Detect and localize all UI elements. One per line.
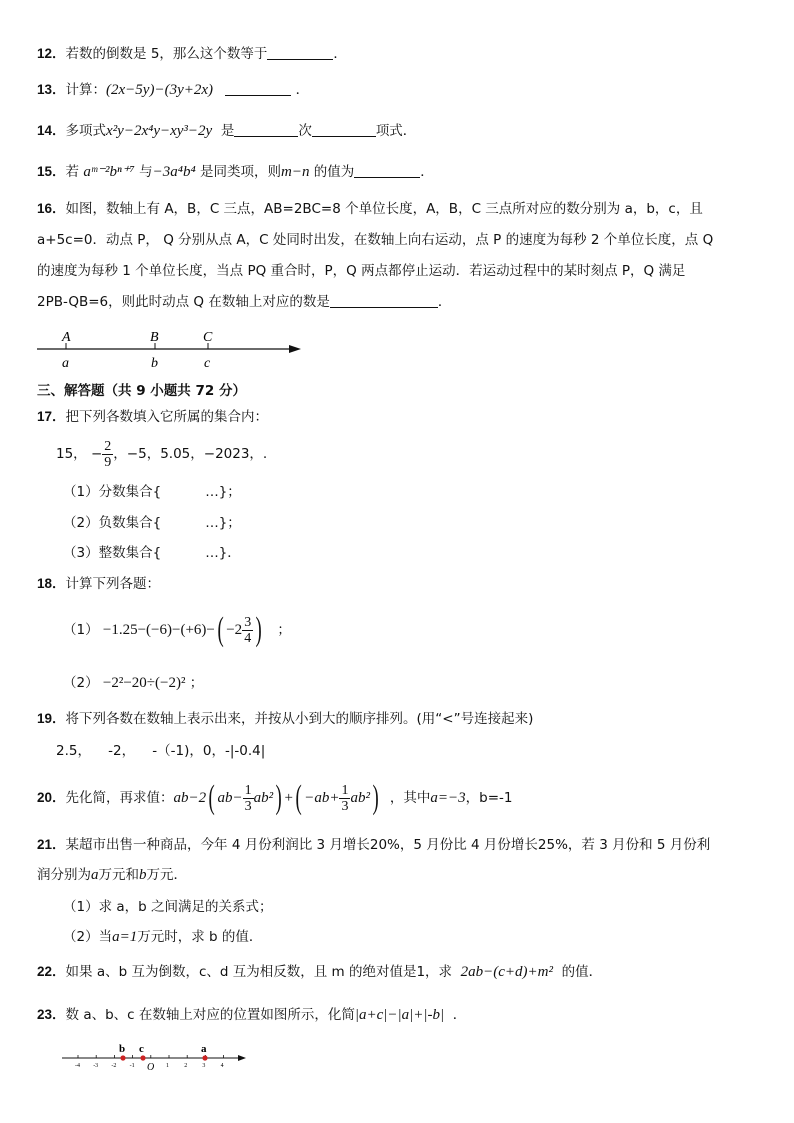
label-C: C [203, 330, 213, 345]
tick-label-3: 3 [202, 1063, 206, 1069]
question-number: 19． [37, 711, 66, 726]
question-21-line-1 [37, 835, 710, 855]
question-13 [37, 80, 309, 100]
question-number: 17． [37, 409, 66, 424]
label-c: c [139, 1043, 144, 1055]
question-18 [37, 574, 160, 594]
right-paren: ) [372, 779, 379, 816]
denominator: 3 [244, 798, 252, 814]
arrow-right-icon [238, 1055, 246, 1061]
number-item: 15， [56, 446, 87, 462]
label-a: a [62, 356, 69, 371]
math-expression: a=−3 [430, 790, 466, 806]
question-text: 是 [220, 123, 235, 139]
number-line-figure [37, 326, 307, 374]
question-23 [37, 1005, 466, 1025]
arrow-right-icon [289, 345, 301, 353]
label-b: b [151, 356, 158, 371]
set-integer [63, 543, 241, 563]
math-expression: (2x−5y)−(3y+2x) [106, 82, 214, 98]
part-text: （1）求 a，b 之间满足的关系式； [63, 899, 273, 915]
question-16-line-2 [37, 230, 713, 250]
question-text: 将下列各数在数轴上表示出来，并按从小到大的顺序排列。(用“<”号连接起来) [65, 711, 534, 727]
punct: ． [333, 46, 347, 62]
question-text: 是同类项，则 [200, 164, 282, 180]
question-number: 20． [37, 790, 66, 805]
label-b: b [119, 1043, 126, 1055]
math-expression: ab² [253, 790, 274, 806]
question-text: ，其中 [389, 790, 431, 806]
answer-blank[interactable] [312, 122, 376, 137]
tick-label--3: -3 [93, 1063, 99, 1069]
number-item: ，−5，5.05，−2023，. [113, 446, 268, 462]
math-expression: aᵐ⁻²bⁿ⁺⁷ [83, 164, 135, 180]
question-text: 的值． [561, 964, 603, 980]
question-number: 12． [37, 46, 66, 61]
denominator: 4 [244, 630, 252, 646]
math-var: b [139, 867, 147, 883]
number-list: 2.5， -2， -（-1)，0，-|-0.4| [56, 743, 266, 759]
right-paren: ) [255, 611, 262, 648]
question-15 [37, 162, 434, 182]
question-text: 润分别为 [37, 867, 91, 883]
question-text: ，b=-1 [465, 790, 513, 806]
math-expression: x²y−2x⁴y−xy³−2y [106, 123, 213, 139]
label-origin: O [147, 1062, 155, 1072]
question-text: 2PB-QB=6，则此时动点 Q 在数轴上对应的数是 [37, 294, 330, 310]
math-expression: −ab+ [304, 790, 340, 806]
question-text: 的速度为每秒 1 个单位长度，当点 PQ 重合时，P，Q 两点都停止运动．若运动过程中的某时刻点 P，Q 满足 [37, 263, 686, 279]
tick-label-2: 2 [184, 1063, 188, 1069]
denominator: 9 [104, 454, 112, 470]
plus-sign: + [284, 790, 293, 806]
question-number: 13． [37, 82, 66, 97]
math-expression: −3a⁴b⁴ [152, 164, 196, 180]
question-text: 若 [65, 164, 80, 180]
question-14 [37, 121, 416, 141]
math-expression: 2ab−(c+d)+m² [460, 964, 553, 980]
math-var: a [91, 867, 99, 883]
tick-label--2: -2 [111, 1063, 117, 1069]
answer-blank[interactable] [330, 293, 438, 308]
question-number: 15． [37, 164, 66, 179]
question-21-part-2 [63, 927, 262, 947]
set-fraction [63, 482, 241, 502]
question-22 [37, 962, 602, 982]
point-b [120, 1055, 125, 1060]
question-text: 某超市出售一种商品，今年 4 月份利润比 3 月增长20%，5 月份比 4 月份增长25%，若 3 月份和 5 月份利 [65, 837, 711, 853]
mixed-whole: −2 [226, 622, 243, 638]
question-text: 次 [298, 123, 312, 139]
question-21-line-2 [37, 865, 187, 885]
fraction [102, 439, 113, 470]
question-18-part-2 [63, 673, 203, 693]
question-text: 项式． [375, 123, 417, 139]
question-20 [37, 780, 513, 816]
left-paren: ( [217, 611, 224, 648]
math-expression: ab−2 [173, 790, 207, 806]
tick-label-4: 4 [220, 1063, 224, 1069]
question-number: 22． [37, 964, 66, 979]
fraction [243, 783, 254, 814]
question-text: 把下列各数填入它所属的集合内： [65, 409, 269, 425]
math-expression: −2²−20÷(−2)² [102, 675, 186, 691]
math-expression: m−n [281, 164, 310, 180]
question-number: 21． [37, 837, 66, 852]
number-line-figure-2 [60, 1040, 250, 1072]
left-paren: ( [208, 779, 215, 816]
part-label: （2） [63, 675, 99, 691]
set-label: （1）分数集合{ [63, 484, 162, 500]
point-c [140, 1055, 145, 1060]
punct: ． [452, 1007, 467, 1023]
question-text: 万元． [146, 867, 187, 883]
part-text: 万元时，求 b 的值． [137, 929, 263, 945]
question-number: 14． [37, 123, 66, 138]
question-text: 的值为 [313, 164, 355, 180]
question-number: 23． [37, 1007, 66, 1022]
numerator: 1 [244, 782, 252, 798]
question-16-line-4 [37, 292, 451, 312]
question-text: 如图，数轴上有 A，B，C 三点，AB=2BC=8 个单位长度，A，B，C 三点所对应的数分别为 a，b，c，且 [65, 201, 703, 217]
math-expression: a=1 [112, 929, 138, 945]
punct: ． [437, 294, 452, 310]
part-text: （2）当 [63, 929, 113, 945]
question-18-part-1 [63, 612, 291, 648]
right-paren: ) [275, 779, 282, 816]
question-19-numbers [56, 741, 265, 761]
left-paren: ( [295, 779, 302, 816]
question-text: 先化简，再求值： [65, 790, 174, 806]
punct: ． [295, 82, 310, 98]
tick-label--1: -1 [129, 1063, 135, 1069]
question-21-part-1 [63, 897, 273, 917]
set-label: （3）整数集合{ [63, 545, 162, 561]
question-number: 18． [37, 576, 66, 591]
numerator: 1 [341, 782, 349, 798]
question-17 [37, 407, 268, 427]
label-a: a [201, 1043, 207, 1055]
set-end: …}； [205, 515, 241, 531]
punct: ； [189, 675, 204, 691]
set-label: （2）负数集合{ [63, 515, 162, 531]
math-expression: −1.25−(−6)−(+6)− [102, 622, 215, 638]
denominator: 3 [341, 798, 349, 814]
set-negative [63, 513, 241, 533]
label-B: B [150, 330, 159, 345]
minus-sign: − [90, 446, 103, 462]
part-label: （1） [63, 622, 99, 638]
fraction [339, 783, 350, 814]
tick-label--4: -4 [75, 1063, 80, 1069]
set-end: …}； [205, 484, 241, 500]
math-expression: ab² [350, 790, 370, 806]
question-text: 计算下列各题： [65, 576, 161, 592]
question-text: 万元和 [98, 867, 139, 883]
answer-blank[interactable] [234, 122, 298, 137]
numerator: 2 [104, 438, 112, 454]
question-text: a+5c=0．动点 P， Q 分别从点 A，C 处同时出发，在数轴上向右运动，点 P 的速度为每秒 2 个单位长度，点 Q [37, 232, 714, 248]
punct: ． [420, 164, 434, 180]
math-expression: ab− [217, 790, 243, 806]
question-text: 与 [139, 164, 153, 180]
question-number: 16． [37, 201, 66, 216]
question-text: 如果 a、b 互为倒数，c、d 互为相反数，且 m 的绝对值是1，求 [65, 964, 453, 980]
math-expression: |a+c|−|a|+|-b| [354, 1007, 445, 1023]
point-a [202, 1055, 207, 1060]
tick-label-1: 1 [166, 1063, 169, 1069]
punct: ； [277, 622, 291, 638]
answer-blank[interactable] [225, 81, 291, 96]
answer-blank[interactable] [267, 45, 333, 60]
fraction [242, 615, 253, 646]
question-text: 多项式 [65, 123, 107, 139]
question-16-line-1 [37, 199, 703, 219]
question-text: 计算： [65, 82, 107, 98]
section-heading: 三、解答题（共 9 小题共 72 分） [37, 383, 246, 399]
set-end: …}． [205, 545, 241, 561]
answer-blank[interactable] [354, 163, 420, 178]
label-A: A [62, 330, 71, 345]
question-12 [37, 44, 347, 64]
question-19 [37, 709, 533, 729]
question-16-line-3 [37, 261, 685, 281]
question-text: 若数的倒数是 5，那么这个数等于 [65, 46, 268, 62]
question-text: 数 a、b、c 在数轴上对应的位置如图所示，化简 [65, 1007, 355, 1023]
number-list [56, 437, 267, 471]
label-c: c [204, 356, 211, 371]
numerator: 3 [244, 614, 252, 630]
